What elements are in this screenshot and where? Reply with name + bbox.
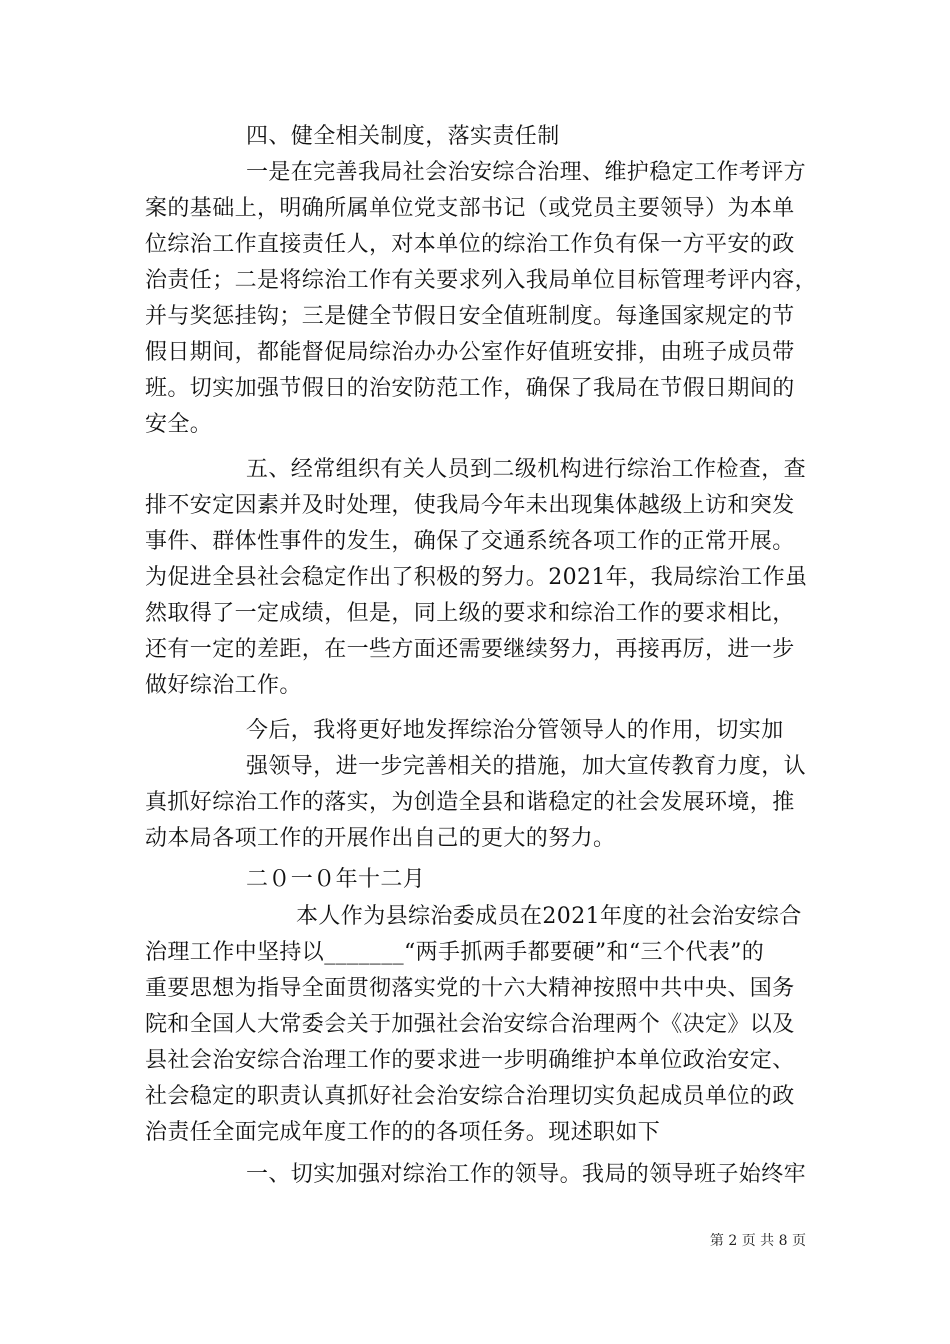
paragraph-line: 班。切实加强节假日的治安防范工作，确保了我局在节假日期间的 — [145, 376, 795, 401]
paragraph-line: 位综治工作直接责任人，对本单位的综治工作负有保一方平安的政 — [145, 232, 795, 257]
section-heading-1: 一、切实加强对综治工作的领导。我局的领导班子始终牢 — [246, 1162, 807, 1187]
paragraph-line: 做好综治工作。 — [145, 673, 302, 698]
page-number-footer: 第 2 页 共 8 页 — [709, 1233, 806, 1249]
paragraph-line: 还有一定的差距，在一些方面还需要继续努力，再接再厉，进一步 — [145, 637, 795, 662]
paragraph-line: 排不安定因素并及时处理，使我局今年未出现集体越级上访和突发 — [145, 493, 795, 518]
paragraph-line: 一是在完善我局社会治安综合治理、维护稳定工作考评方 — [246, 160, 807, 185]
paragraph-line: 假日期间，都能督促局综治办办公室作好值班安排，由班子成员带 — [145, 340, 795, 365]
paragraph-line: 重要思想为指导全面贯彻落实党的十六大精神按照中共中央、国务 — [145, 976, 795, 1001]
paragraph-line: 治责任；二是将综治工作有关要求列入我局单位目标管理考评内容， — [145, 268, 818, 293]
paragraph-line: 社会稳定的职责认真抓好社会治安综合治理切实负起成员单位的政 — [145, 1084, 795, 1109]
paragraph-line: 本人作为县综治委成员在2021年度的社会治安综合 — [296, 904, 802, 929]
paragraph-line: 然取得了一定成绩，但是，同上级的要求和综治工作的要求相比， — [145, 601, 795, 626]
paragraph-line: 案的基础上，明确所属单位党支部书记（或党员主要领导）为本单 — [145, 196, 795, 221]
paragraph-line: 今后，我将更好地发挥综治分管领导人的作用，切实加 — [246, 718, 784, 743]
paragraph-line: 县社会治安综合治理工作的要求进一步明确维护本单位政治安定、 — [145, 1048, 795, 1073]
paragraph-line: 为促进全县社会稳定作出了积极的努力。2021年，我局综治工作虽 — [145, 565, 808, 590]
paragraph-line: 安全。 — [145, 412, 213, 437]
paragraph-line: 院和全国人大常委会关于加强社会治安综合治理两个《决定》以及 — [145, 1012, 795, 1037]
paragraph-line: 并与奖惩挂钩；三是健全节假日安全值班制度。每逢国家规定的节 — [145, 304, 795, 329]
section-heading-5: 五、经常组织有关人员到二级机构进行综治工作检查，查 — [246, 457, 807, 482]
paragraph-line: 事件、群体性事件的发生，确保了交通系统各项工作的正常开展。 — [145, 529, 795, 554]
paragraph-line: 治责任全面完成年度工作的的各项任务。现述职如下 — [145, 1120, 661, 1145]
paragraph-line: 治理工作中坚持以_______“两手抓两手都要硬”和“三个代表”的 — [145, 940, 765, 965]
paragraph-line: 真抓好综治工作的落实，为创造全县和谐稳定的社会发展环境，推 — [145, 790, 795, 815]
paragraph-line: 强领导，进一步完善相关的措施，加大宣传教育力度，认 — [246, 754, 807, 779]
date-line: 二０一０年十二月 — [246, 867, 426, 892]
paragraph-line: 动本局各项工作的开展作出自己的更大的努力。 — [145, 826, 616, 851]
section-heading-4: 四、健全相关制度，落实责任制 — [246, 124, 560, 149]
